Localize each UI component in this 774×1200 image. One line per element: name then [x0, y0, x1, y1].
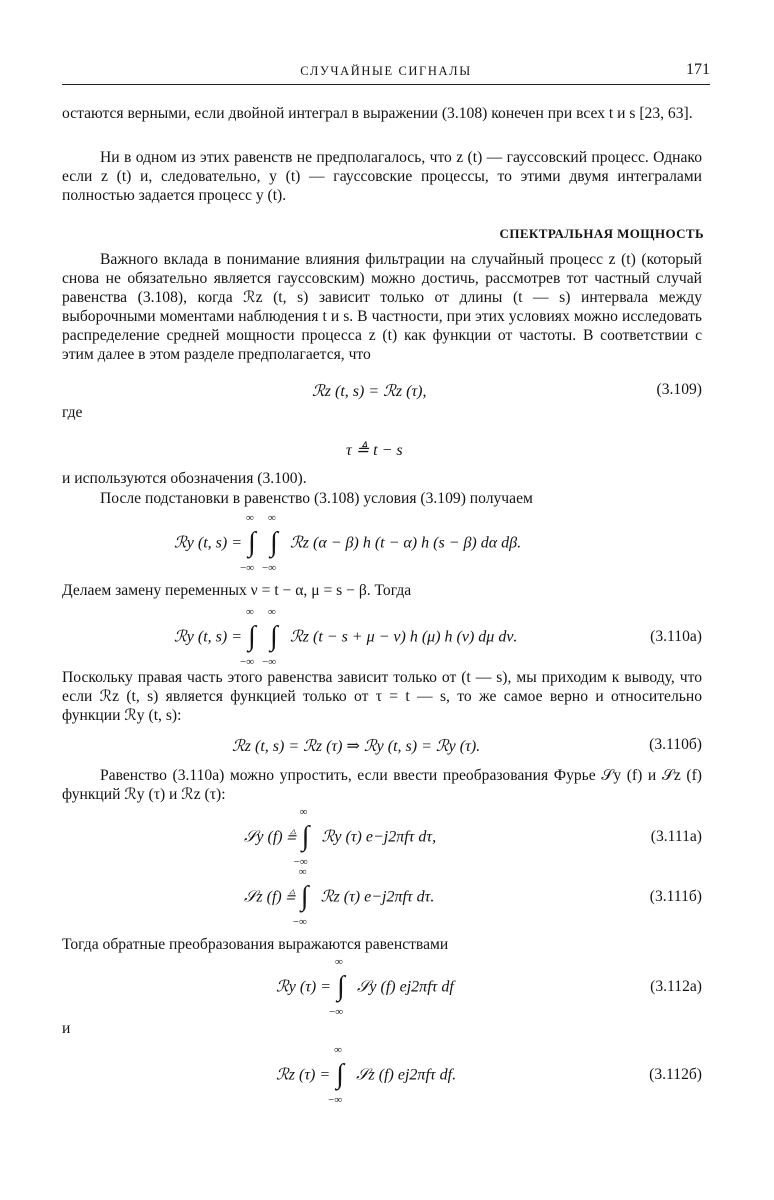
section-title: СПЕКТРАЛЬНАЯ МОЩНОСТЬ — [499, 226, 704, 241]
equation-3-109: ℛz (t, s) = ℛz (τ), — [312, 383, 427, 400]
equation-number-3-110b: (3.110б) — [649, 736, 702, 753]
eq-112b-rhs: 𝒮z (f) ej2πfτ df. — [356, 1066, 457, 1084]
eq-111a-lhs: 𝒮y (f) ≜ — [244, 828, 296, 846]
equation-3-110b: ℛz (t, s) = ℛz (τ) ⇒ ℛy (t, s) = ℛy (τ). — [232, 738, 481, 755]
eq-110a-rhs: ℛz (t − s + μ − ν) h (μ) h (ν) dμ dν. — [290, 628, 518, 646]
paragraph-notation: и используются обозначения (3.100). — [62, 470, 307, 487]
paragraph-spectral-intro: Важного вклада в понимание влияния фильтрации на случайный процесс z (t) (который снова не обязательно является гауссовским) можно достичь, рассмотрев тот частный случай равенства (3.108), когда ℛz (t, s) зависит только от длины (t — s) интервала между выборочными моментами наблюдения t и s. В частности, при этих условиях можно исследовать распределение средней мощности процесса z (t) как функции от частоты. В соответствии с этим далее в этом разделе предполагается, что — [62, 251, 702, 363]
text-where: где — [62, 404, 83, 421]
equation-3-110a — [174, 606, 518, 668]
equation-number-3-112b: (3.112б) — [649, 1066, 702, 1083]
paragraph-gaussian-note: Ни в одном из этих равенств не предполагалось, что z (t) — гауссовский процесс. Однако если z (t) и, следовательно, y (t) — гауссовские процессы, то этими двумя интегралами полностью задается процесс y (t). — [62, 149, 702, 204]
paragraph-continuation: остаются верными, если двойной интеграл в выражении (3.108) конечен при всех t и s [23, 63]. — [62, 105, 693, 122]
integral-sign: ∞ ∫ −∞ — [262, 606, 278, 668]
equation-number-3-109: (3.109) — [656, 381, 702, 398]
integral-sign: ∞ ∫ −∞ — [240, 606, 256, 668]
eq-111a-rhs: ℛy (τ) e−j2πfτ dτ, — [321, 828, 437, 846]
equation-3-112b — [276, 1044, 457, 1106]
eq-111b-rhs: ℛz (τ) e−j2πfτ dτ. — [320, 888, 435, 906]
eq-ry-lhs: ℛy (t, s) = — [174, 534, 242, 552]
equation-3-111a — [244, 806, 437, 868]
integral-sign: ∞ ∫ −∞ — [293, 806, 310, 868]
equation-3-111b — [244, 866, 435, 928]
eq-112a-rhs: 𝒮y (f) ej2πfτ df — [357, 978, 454, 996]
equation-number-3-110a: (3.110а) — [650, 628, 702, 645]
equation-tau-definition: τ ≜ t − s — [346, 442, 403, 459]
equation-number-3-112a: (3.112а) — [650, 978, 702, 995]
integral-sign: ∞ ∫ −∞ — [292, 866, 309, 928]
equation-number-3-111a: (3.111а) — [650, 828, 702, 845]
page-header — [62, 60, 710, 85]
page-number: 171 — [686, 61, 710, 78]
integral-sign: ∞ ∫ −∞ — [329, 956, 345, 1018]
integral-sign: ∞ ∫ −∞ — [240, 512, 256, 574]
paragraph-fourier: Равенство (3.110а) можно упростить, если ввести преобразования Фурье 𝒮y (f) и 𝒮z (f) функций ℛy (τ) и ℛz (τ): — [62, 767, 702, 803]
integral-sign: ∞ ∫ −∞ — [328, 1044, 344, 1106]
running-title: СЛУЧАЙНЫЕ СИГНАЛЫ — [300, 64, 472, 78]
eq-ry-rhs: ℛz (α − β) h (t − α) h (s − β) dα dβ. — [290, 534, 522, 552]
eq-112b-lhs: ℛz (τ) = — [276, 1066, 331, 1084]
paragraph-substitution: После подстановки в равенство (3.108) условия (3.109) получаем — [100, 490, 533, 507]
paragraph-change-variables: Делаем замену переменных ν = t − α, μ = s − β. Тогда — [62, 582, 412, 599]
eq-112a-lhs: ℛy (τ) = — [276, 978, 332, 996]
equation-3-112a — [276, 956, 454, 1018]
integral-sign: ∞ ∫ −∞ — [262, 512, 278, 574]
paragraph-inverse: Тогда обратные преобразования выражаются равенствами — [62, 936, 449, 953]
text-and: и — [62, 1020, 71, 1037]
equation-number-3-111b: (3.111б) — [649, 888, 702, 905]
eq-111b-lhs: 𝒮z (f) ≜ — [244, 888, 295, 906]
paragraph-conclusion: Поскольку правая часть этого равенства зависит только от (t — s), мы приходим к выводу, что если ℛz (t, s) является функцией только от τ = t — s, то же самое верно и относительно функции ℛy (t, s): — [62, 669, 702, 724]
equation-ry-double-integral — [174, 512, 522, 574]
eq-110a-lhs: ℛy (t, s) = — [174, 628, 242, 646]
